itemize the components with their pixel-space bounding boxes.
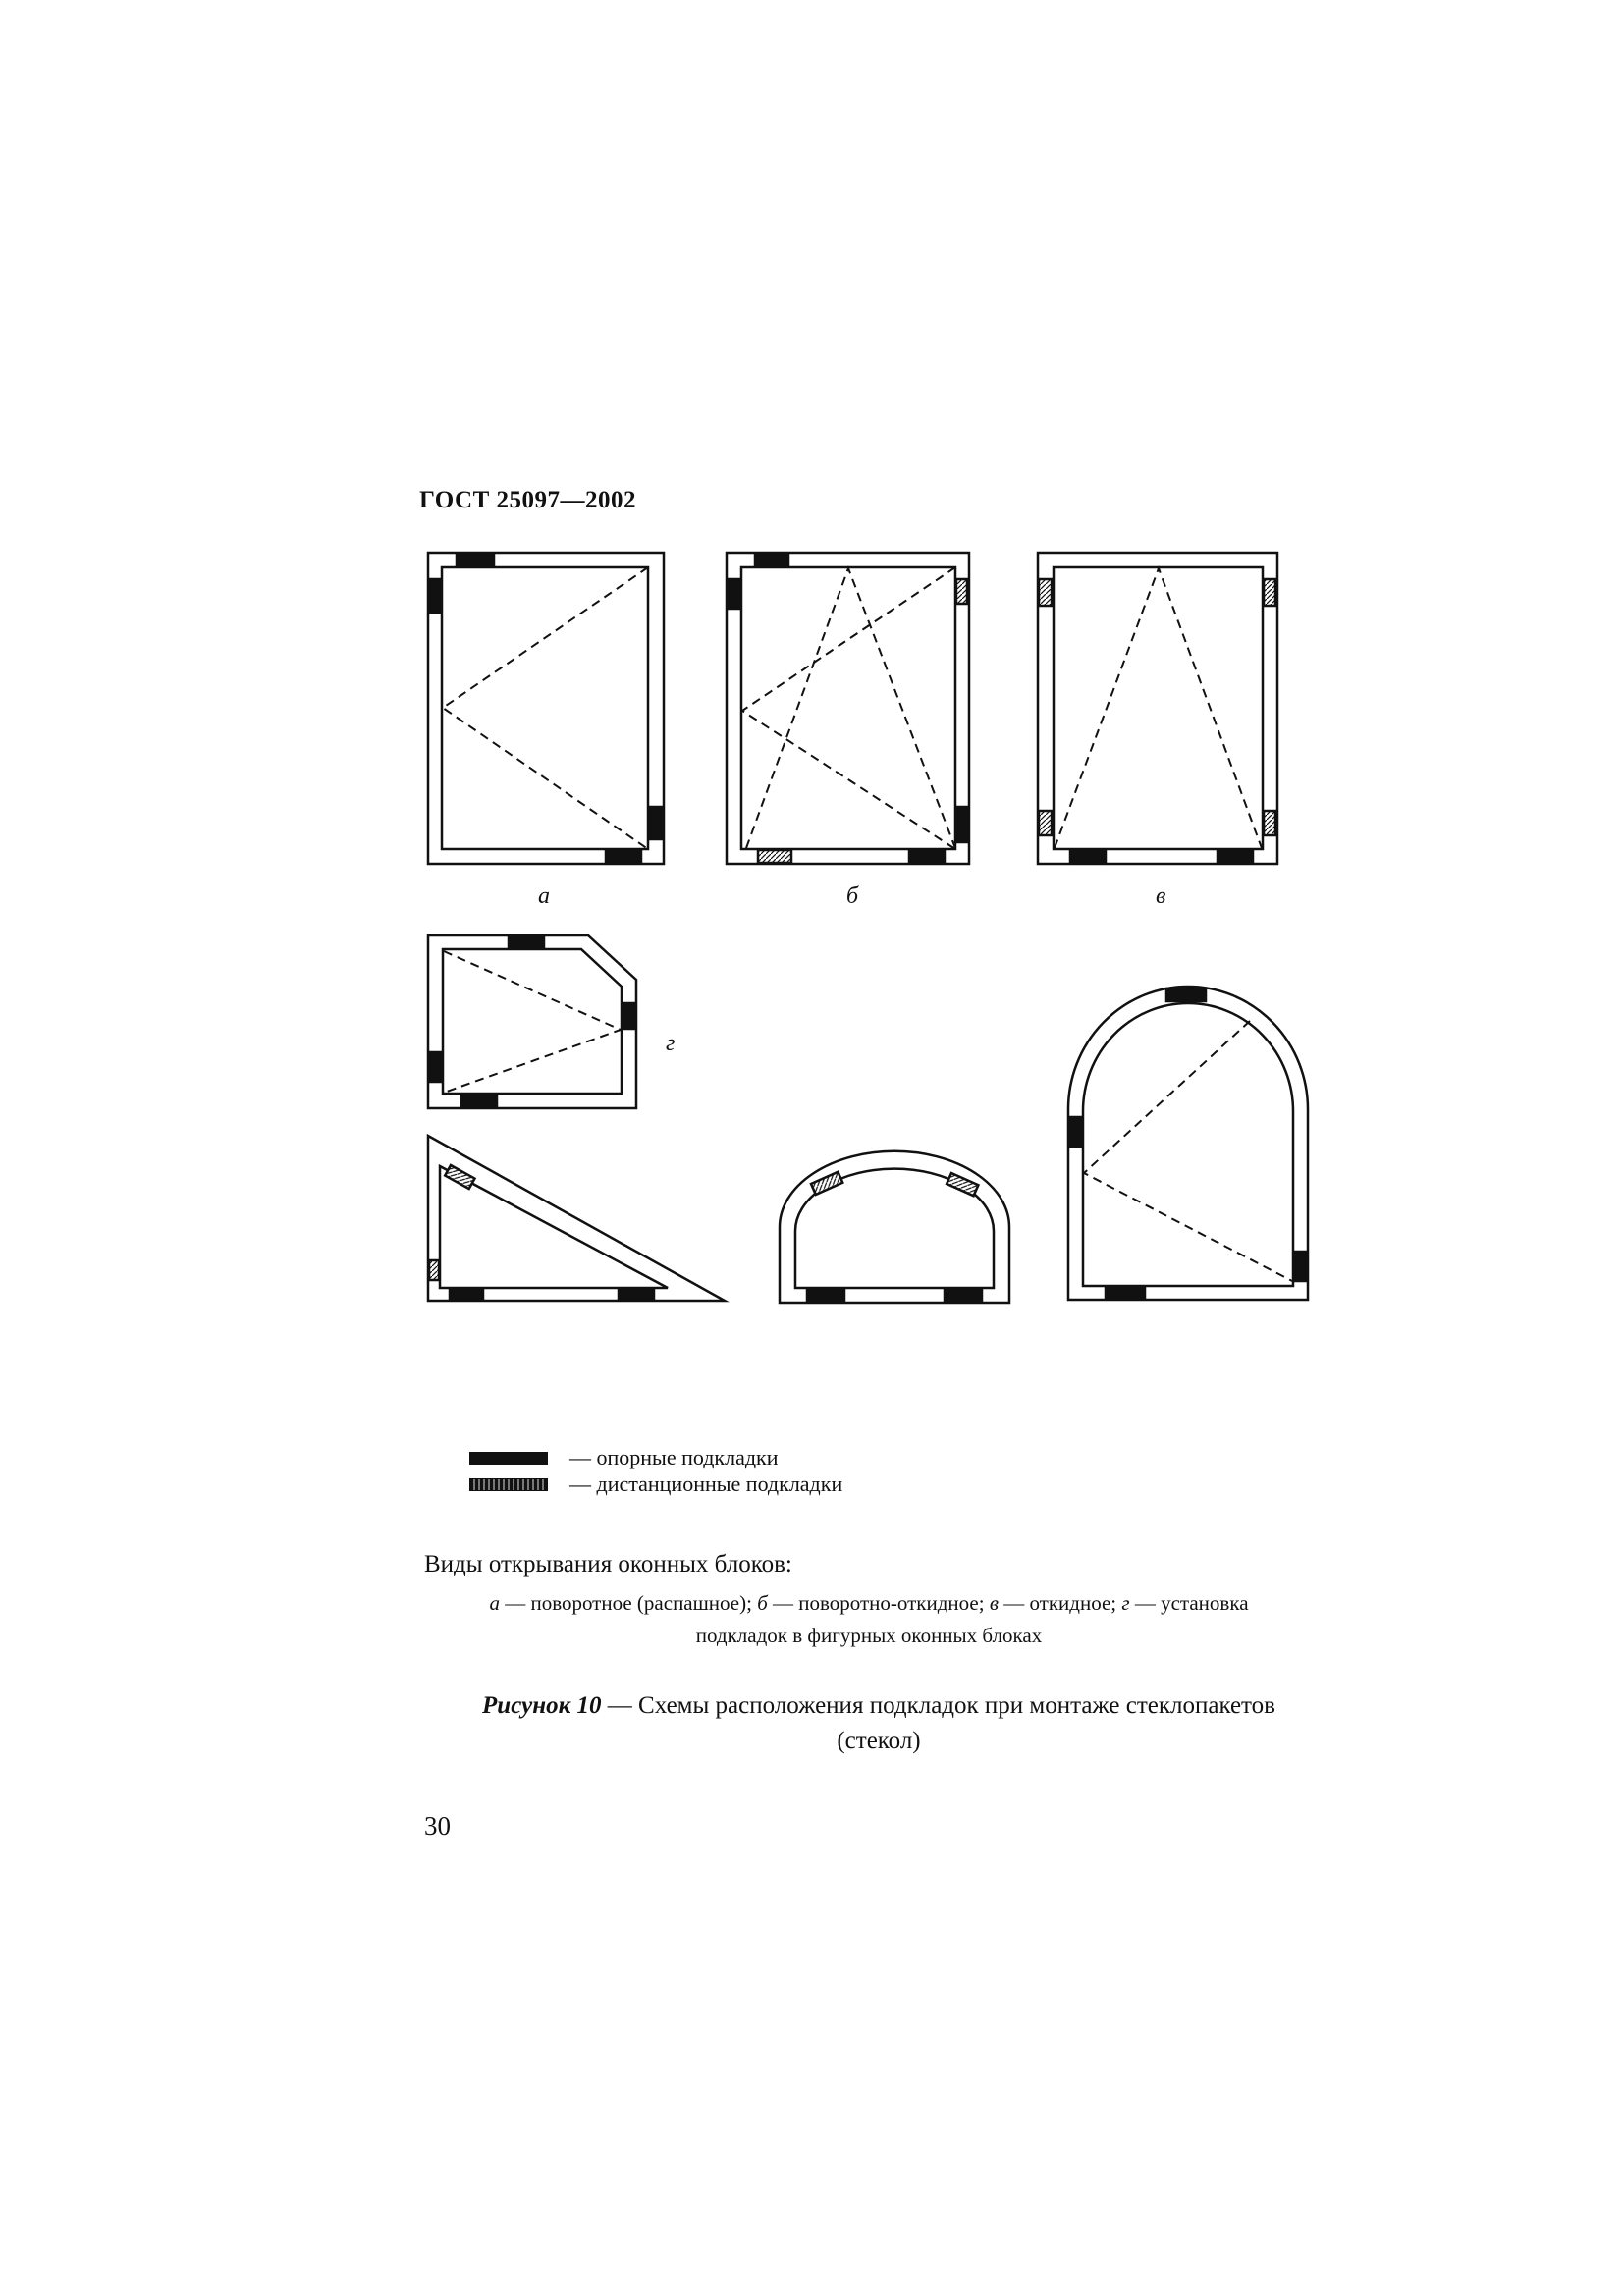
support-block [1069,1117,1082,1147]
spacer-block [1264,579,1275,606]
spacer-block [956,579,967,604]
spacer-block [1264,811,1275,835]
window-diagram-g [428,935,636,1108]
spacer-block [1039,579,1052,606]
support-block [1166,988,1206,1001]
document-header: ГОСТ 25097—2002 [419,487,637,513]
frame-inner [440,1166,668,1288]
support-block [461,1095,497,1107]
spacer-block [811,1172,842,1195]
support-block [509,936,544,948]
support-block [956,807,967,842]
frame-outer [428,553,664,864]
frame-inner [741,567,955,849]
support-block [1070,850,1106,863]
frame-outer [727,553,969,864]
opening-scheme-tilt [746,568,955,848]
support-block [1294,1252,1307,1281]
legend-support [469,1445,779,1470]
support-block [650,807,662,839]
support-block [457,554,494,566]
caption-a-text: — поворотное (распашное); [505,1591,752,1615]
support-block [619,1289,654,1300]
window-diagram-a [428,553,664,864]
caption-v: в [989,1591,999,1615]
panel-label-g: г [666,1031,676,1056]
window-diagram-v [1038,553,1277,864]
spacer-block [1039,811,1052,835]
opening-scheme-turn [742,567,955,849]
spacer-block [758,850,791,863]
opening-scheme [1084,1021,1292,1281]
spacer-swatch [469,1478,548,1491]
caption-v-text: — откидное; [1003,1591,1117,1615]
opening-scheme [444,951,621,1093]
figure-text-line1: — Схемы расположения подкладок при монтаже стеклопакетов [607,1692,1275,1719]
figure-text-line2: (стекол) [837,1728,921,1754]
support-block [623,1003,635,1029]
frame-outer [428,1136,725,1301]
figure-label: Рисунок 10 [482,1692,602,1719]
caption-line-2: подкладок в фигурных оконных блоках [695,1624,1043,1647]
window-diagram-round-arch [1068,987,1308,1300]
spacer-block [429,1260,439,1280]
caption-g: г [1121,1591,1130,1615]
caption-b-text: — поворотно-откидное; [773,1591,985,1615]
frame-inner [443,949,622,1094]
opening-scheme [1055,568,1262,848]
spacer-block [445,1165,474,1189]
support-block [606,850,641,863]
frame-outer [1038,553,1277,864]
support-block [1106,1287,1145,1299]
support-block [429,579,441,613]
support-block [450,1289,483,1300]
support-swatch [469,1452,548,1465]
caption-g-text: — установка [1134,1591,1249,1615]
opening-scheme [443,567,648,849]
frame-inner [442,567,648,849]
frame-outer [428,935,636,1108]
legend-spacer-text: — дистанционные подкладки [569,1471,843,1496]
caption-b: б [757,1591,768,1615]
frame-outer [1068,987,1308,1300]
window-diagram-b [727,553,969,864]
window-diagram-triangle [428,1136,725,1301]
panel-label-b: б [846,883,859,909]
frame-outer [780,1151,1009,1303]
support-block [728,579,739,609]
support-block [429,1052,442,1082]
legend-support-text: — опорные подкладки [569,1445,779,1469]
panel-label-a: а [538,883,550,909]
support-block [755,554,788,566]
support-block [807,1290,844,1302]
caption-a: а [489,1591,500,1615]
support-block [1218,850,1253,863]
figure-caption [422,1688,1335,1724]
spacer-block [947,1173,978,1196]
legend-spacer [469,1471,842,1497]
panel-label-v: в [1156,883,1166,909]
support-block [909,850,945,863]
caption-line-1 [412,1587,1326,1619]
frame-inner [1054,567,1263,849]
window-diagram-segment-arch [780,1151,1009,1303]
views-title: Виды открывания оконных блоков: [424,1551,792,1577]
page-number: 30 [424,1811,451,1841]
support-block [945,1290,982,1302]
